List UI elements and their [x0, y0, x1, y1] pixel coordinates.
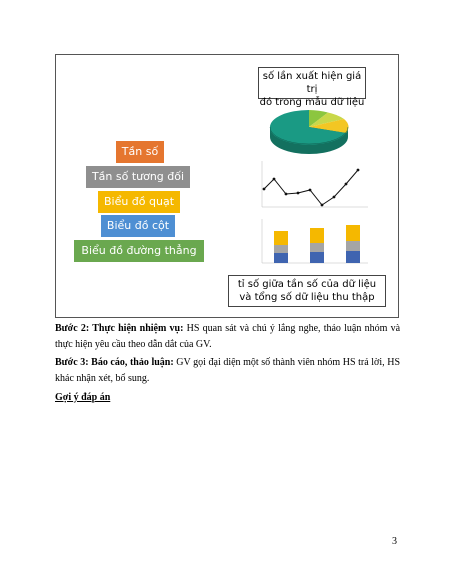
label-frequency: Tần số: [116, 141, 164, 163]
line-chart-illustration: [252, 157, 372, 215]
step-3-paragraph: [55, 355, 400, 387]
label-pie-chart: Biểu đồ quạt: [98, 191, 180, 213]
callout-line: và tổng số dữ liệu thu thập: [239, 292, 375, 303]
step-2-paragraph: [55, 321, 400, 353]
illustration-figure: [55, 54, 399, 318]
step-3-text: GV gọi đại diện một số thành viên nhóm HS trả lời, HS khác nhận xét, bổ sung.: [55, 357, 400, 384]
label-bar-chart: Biểu đồ cột: [101, 215, 175, 237]
callout-line: số lần xuất hiện giá trị: [262, 71, 362, 95]
step-3-heading: Bước 3: Báo cáo, thảo luận:: [55, 357, 174, 368]
label-relative-frequency: Tần số tương đối: [86, 166, 190, 188]
answer-heading-label: Gợi ý đáp án: [55, 392, 111, 403]
page-number: 3: [392, 536, 397, 547]
step-2-text: HS quan sát và chú ý lắng nghe, thảo luận nhóm và thực hiện yêu cầu theo dẫn dắt của GV.: [55, 323, 401, 350]
pie-chart-illustration: [268, 103, 350, 159]
callout-frequency-definition: [258, 67, 366, 108]
callout-line: đó trong mẫu dữ liệu: [259, 97, 365, 108]
label-line-chart: Biểu đồ đường thẳng: [74, 240, 204, 262]
callout-relative-frequency-definition: [228, 275, 386, 307]
callout-line: tỉ số giữa tần số của dữ liệu: [237, 279, 377, 290]
answer-heading: [55, 390, 400, 406]
step-2-heading: Bước 2: Thực hiện nhiệm vụ:: [55, 323, 184, 334]
stacked-bar-chart-illustration: [252, 215, 372, 271]
